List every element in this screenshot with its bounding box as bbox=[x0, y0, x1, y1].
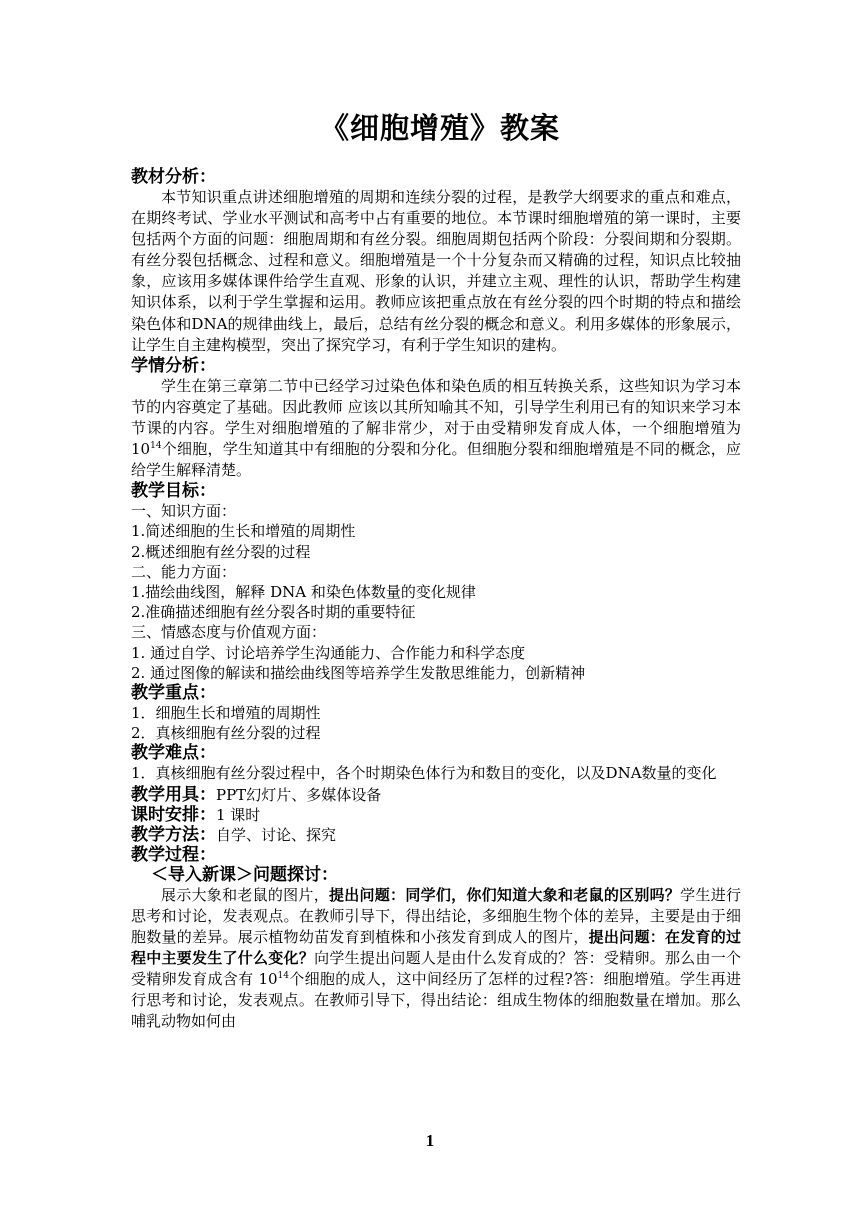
heading-teaching-tools: 教学用具： bbox=[131, 784, 216, 805]
class-hours-value: 1 课时 bbox=[216, 805, 261, 824]
goal-line: 2.准确描述细胞有丝分裂各时期的重要特征 bbox=[131, 603, 416, 622]
goal-line: 1.描绘曲线图，解释 DNA 和染色体数量的变化规律 bbox=[131, 583, 476, 602]
teaching-goals-list bbox=[131, 501, 741, 683]
heading-textbook-analysis: 教材分析： bbox=[131, 167, 216, 187]
teaching-methods-row bbox=[131, 825, 741, 845]
student-analysis-paragraph: 学生在第三章第二节中已经学习过染色体和染色质的相互转换关系，这些知识为学习本节的内容奠定了基础。因此教师 应该以其所知喻其不知，引导学生利用已有的知识来学习本节课的内容。学生对细胞增殖的了解非常少，对于由受精卵发育成人体，一个细胞增殖为 $10^{14}$个细胞，学生知道其中有细胞的分裂和分化。但细胞分裂和细胞增殖是不同的概念，应给学生解释清楚。 bbox=[131, 376, 741, 480]
heading-student-analysis: 学情分析： bbox=[131, 355, 216, 376]
heading-teaching-process: 教学过程： bbox=[131, 844, 216, 865]
heading-class-hours: 课时安排： bbox=[131, 804, 216, 825]
page-number: 1 bbox=[425, 1131, 435, 1150]
goal-line: 1.简述细胞的生长和增殖的周期性 bbox=[131, 522, 356, 541]
heading-difficult-points: 教学难点： bbox=[131, 743, 216, 764]
key-point-line: 2．真核细胞有丝分裂的过程 bbox=[131, 724, 321, 743]
goal-line: 2.概述细胞有丝分裂的过程 bbox=[131, 542, 311, 561]
goal-line: 1. 通过自学、讨论培养学生沟通能力、合作能力和科学态度 bbox=[131, 643, 526, 662]
question-2: 提出问题：在发育的过程中主要发生了什么变化？ bbox=[131, 927, 741, 967]
goal-line: 三、情感态度与价值观方面： bbox=[131, 623, 327, 642]
document-body bbox=[131, 106, 741, 1032]
textbook-analysis-paragraph: 本节知识重点讲述细胞增殖的周期和连续分裂的过程，是教学大纲要求的重点和难点，在期终考试、学业水平测试和高考中占有重要的地位。本节课时细胞增殖的第一课时，主要包括两个方面的问题：细胞周期和有丝分裂。细胞周期包括两个阶段：分裂间期和分裂期。有丝分裂包括概念、过程和意义。细胞增殖是一个十分复杂而又精确的过程，知识点比较抽象，应该用多媒体课件给学生直观、形象的认识，并建立主观、理性的认识，帮助学生构建知识体系，以利于学生掌握和运用。教师应该把重点放在有丝分裂的四个时期的特点和描绘染色体和DNA的规律曲线上，最后，总结有丝分裂的概念和意义。利用多媒体的形象展示，让学生自主建构模型，突出了探究学习，有利于学生知识的建构。 bbox=[131, 188, 741, 354]
difficult-point-text: 1．真核细胞有丝分裂过程中，各个时期染色体行为和数目的变化，以及DNA数量的变化 bbox=[131, 764, 717, 783]
goal-line: 二、能力方面： bbox=[131, 562, 237, 581]
heading-teaching-methods: 教学方法： bbox=[131, 824, 216, 845]
teaching-tools-row bbox=[131, 785, 741, 805]
class-hours-row bbox=[131, 805, 741, 825]
heading-teaching-goals: 教学目标： bbox=[131, 481, 216, 502]
goal-line: 2. 通过图像的解读和描绘曲线图等培养学生发散思维能力，创新精神 bbox=[131, 663, 586, 682]
heading-intro-discussion: ＜导入新课＞问题探讨： bbox=[151, 864, 338, 885]
key-point-line: 1．细胞生长和增殖的周期性 bbox=[131, 704, 321, 723]
question-1: 提出问题：同学们，你们知道大象和老鼠的区别吗？ bbox=[328, 885, 681, 904]
intro-paragraph: 展示大象和老鼠的图片，提出问题：同学们，你们知道大象和老鼠的区别吗？学生进行思考和讨论，发表观点。在教师引导下，得出结论，多细胞生物个体的差异，主要是由于细胞数量的差异。展示植物幼苗发育到植株和小孩发育到成人的图片，提出问题：在发育的过程中主要发生了什么变化？向学生提出问题人是由什么发育成的？答：受精卵。那么由一个受精卵发育成含有 $10^{14}$个细胞的成人，这中间经历了怎样的过程?答：细胞增殖。学生再进行思考和讨论，发表观点。在教师引导下，得出结论：组成生物体的细胞数量在增加。那么哺乳动物如何由 bbox=[131, 885, 741, 1031]
teaching-methods-value: 自学、讨论、探究 bbox=[216, 825, 337, 844]
goal-line: 一、知识方面： bbox=[131, 502, 237, 521]
heading-key-points: 教学重点： bbox=[131, 683, 216, 704]
teaching-tools-value: PPT幻灯片、多媒体设备 bbox=[216, 785, 382, 804]
document-title: 《细胞增殖》教案 bbox=[319, 111, 560, 145]
